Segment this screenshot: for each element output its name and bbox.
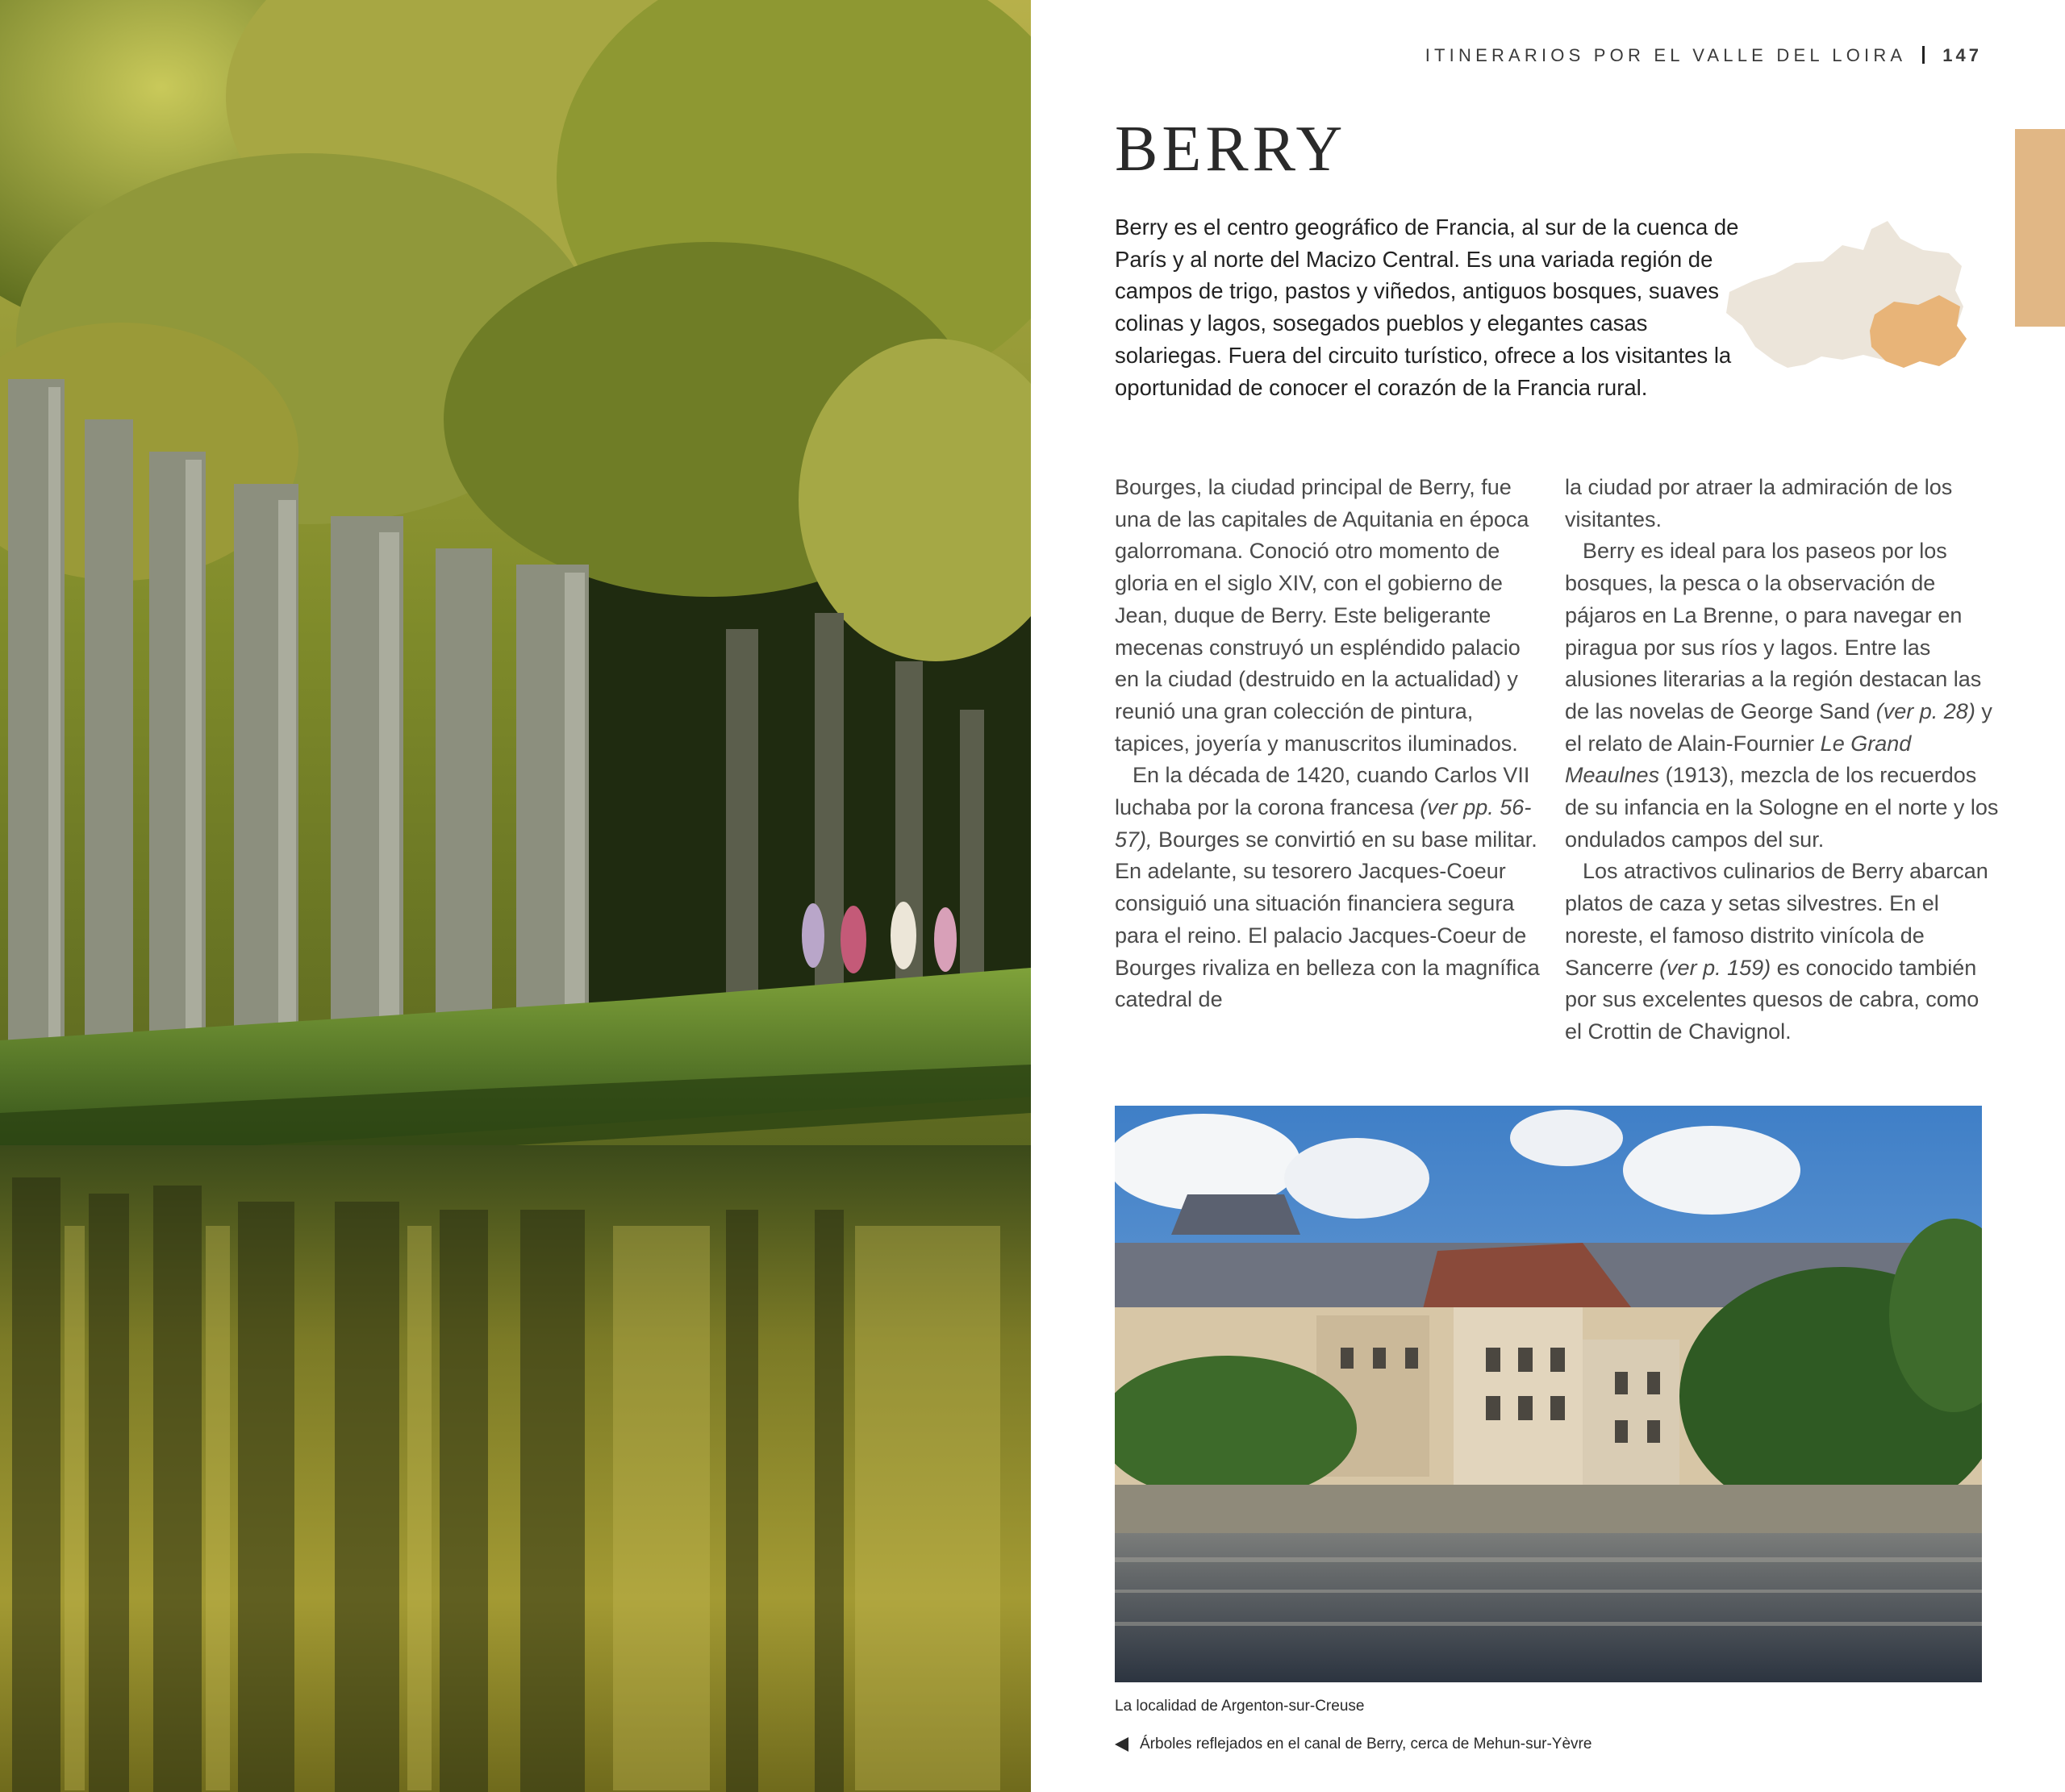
body-paragraph [1115,760,1550,1016]
canal-trees-photo [0,0,1031,1792]
cross-reference: (ver p. 159) [1659,955,1771,980]
body-text: Bourges, la ciudad principal de Berry, fue una de las capitales de Aquitania en época galorromana. Conoció otro momento de gloria en el siglo XIV, con el gobierno de Jean, duque de Berry. Este beligerante mecenas construyó un espléndido palacio en la ciudad (destruido en la actualidad) y reunió una gran colección de pintura, tapices, joyería y manuscritos iluminados. [1115,475,1529,756]
body-paragraph [1565,472,2000,536]
body-column-left [1115,472,1550,1016]
body-text: Berry es ideal para los paseos por los bosques, la pesca o la observación de pájaros en La Brenne, o para navegar en piragua por sus ríos y lagos. Entre las alusiones literarias a la región destacan las de las novelas de George Sand [1565,539,1982,723]
running-head-divider [1922,46,1925,64]
argenton-town-photo [1115,1106,1982,1682]
running-head-section: ITINERARIOS POR EL VALLE DEL LOIRA [1425,45,1907,65]
body-text: la ciudad por atraer la admiración de los visitantes. [1565,475,1953,531]
body-paragraph [1565,856,2000,1048]
cross-reference: (ver pp. 56-57), [1115,795,1532,852]
cross-reference: (ver p. 28) [1875,698,1975,723]
book-title: Le Grand Meaulnes [1565,731,1912,788]
bottom-photo-caption: La localidad de Argenton-sur-Creuse [1115,1698,1365,1715]
running-head [1425,45,1982,66]
page-number: 147 [1942,45,1982,65]
region-locator-map [1721,218,1970,384]
intro-text: Berry es el centro geográfico de Francia, al sur de la cuenca de París y al norte del Macizo Central. Es una variada región de campos de trigo, pastos y viñedos, antiguos bosques, suaves colinas y lagos, sosegados pueblos y elegantes casas solariegas. Fuera del circuito turístico, ofrece a los visitantes la oportunidad de conocer el corazón de la Francia rural. [1115,215,1739,400]
body-text: Los atractivos culinarios de Berry abarcan platos de caza y setas silvestres. En el noreste, el famoso distrito vinícola de Sancerre [1565,859,1988,980]
body-text: En la década de 1420, cuando Carlos VII luchaba por la corona francesa [1115,763,1530,820]
body-text: y el relato de Alain-Fournier [1565,698,1992,756]
body-text: es conocido también por sus excelentes quesos de cabra, como el Crottin de Chavignol. [1565,955,1979,1044]
intro-paragraph [1115,211,1760,403]
left-photo-caption [1115,1736,1592,1753]
chapter-thumb-tab [2015,129,2065,327]
body-paragraph [1565,536,2000,856]
body-paragraph [1115,472,1550,760]
left-pointing-triangle-icon [1115,1737,1128,1752]
left-photo-caption-text: Árboles reflejados en el canal de Berry, cerca de Mehun-sur-Yèvre [1140,1736,1592,1752]
body-text: (1913), mezcla de los recuerdos de su infancia en la Sologne en el norte y los ondulados campos del sur. [1565,763,1999,852]
body-column-right [1565,472,2000,1048]
page-title: BERRY [1115,114,1347,185]
body-text: Bourges se convirtió en su base militar. En adelante, su tesorero Jacques-Coeur consiguió una situación financiera segura para el reino. El palacio Jacques-Coeur de Bourges rivaliza en belleza con la magnífica catedral de [1115,827,1540,1012]
